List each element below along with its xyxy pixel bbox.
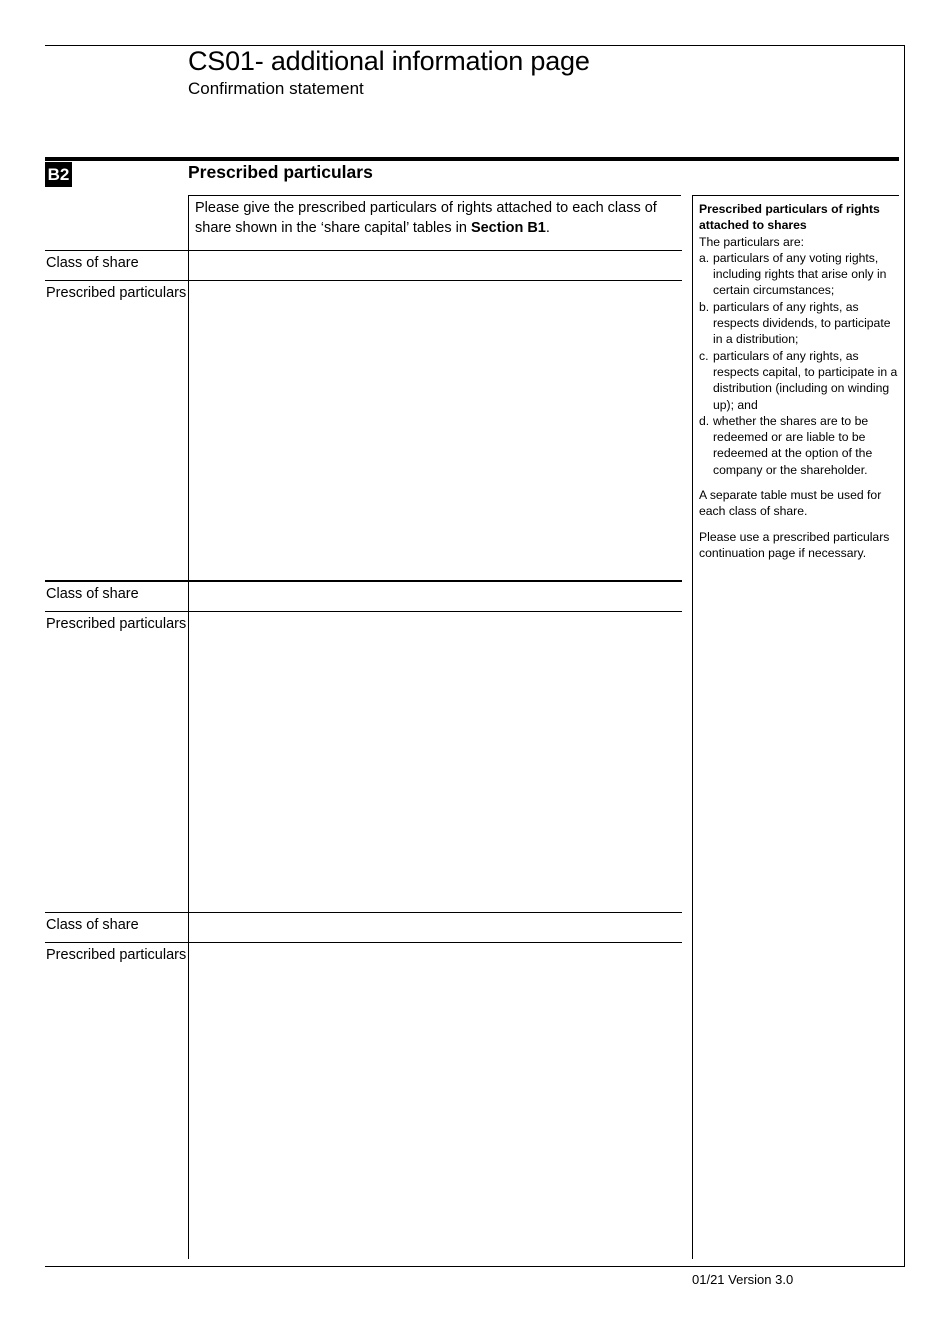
page-bottom-rule bbox=[45, 1266, 905, 1267]
class-of-share-label: Class of share bbox=[46, 255, 139, 271]
prescribed-particulars-input[interactable] bbox=[189, 612, 681, 910]
section-badge: B2 bbox=[45, 162, 72, 187]
prescribed-particulars-label: Prescribed particulars bbox=[46, 947, 187, 963]
sidebar-list bbox=[699, 250, 899, 478]
class-of-share-input[interactable] bbox=[189, 251, 681, 280]
section-heading: Prescribed particulars bbox=[188, 162, 373, 182]
sidebar-intro: The particulars are: bbox=[699, 234, 804, 249]
sidebar-note-continuation: Please use a prescribed particulars continuation page if necessary. bbox=[699, 529, 890, 560]
class-of-share-input[interactable] bbox=[189, 913, 681, 942]
instruction-text: Please give the prescribed particulars of rights attached to each class of share shown in the ‘share capital’ tables in Section B1. bbox=[195, 200, 657, 236]
sidebar-note-separate-table: A separate table must be used for each class of share. bbox=[699, 488, 882, 519]
class-of-share-input[interactable] bbox=[189, 582, 681, 611]
list-item: d. whether the shares are to be redeemed or are liable to be redeemed at the option of the company or the shareholder. bbox=[699, 413, 873, 477]
list-item: a. particulars of any voting rights, including rights that arise only in certain circumstances; bbox=[699, 250, 887, 298]
sidebar-title: Prescribed particulars of rights attached to shares bbox=[699, 202, 880, 233]
section-rule bbox=[45, 157, 899, 161]
class-of-share-label: Class of share bbox=[46, 586, 139, 602]
instruction-box-top bbox=[188, 195, 681, 196]
prescribed-particulars-input[interactable] bbox=[189, 943, 681, 1258]
footer-version: 01/21 Version 3.0 bbox=[692, 1272, 794, 1287]
prescribed-particulars-label: Prescribed particulars bbox=[46, 616, 187, 632]
class-of-share-label: Class of share bbox=[46, 917, 139, 933]
list-item: b. particulars of any rights, as respects dividends, to participate in a distribution; bbox=[699, 299, 891, 347]
page-subtitle: Confirmation statement bbox=[188, 79, 364, 98]
page-title: CS01- additional information page bbox=[188, 46, 590, 76]
prescribed-particulars-label: Prescribed particulars bbox=[46, 285, 187, 301]
page-right-rule bbox=[904, 45, 905, 1266]
guidance-sidebar bbox=[699, 201, 899, 561]
prescribed-particulars-input[interactable] bbox=[189, 281, 681, 578]
sidebar-top-rule bbox=[692, 195, 899, 196]
sidebar-left-rule bbox=[692, 195, 693, 1259]
list-item: c. particulars of any rights, as respects capital, to participate in a distribution (including on winding up); and bbox=[699, 348, 898, 412]
